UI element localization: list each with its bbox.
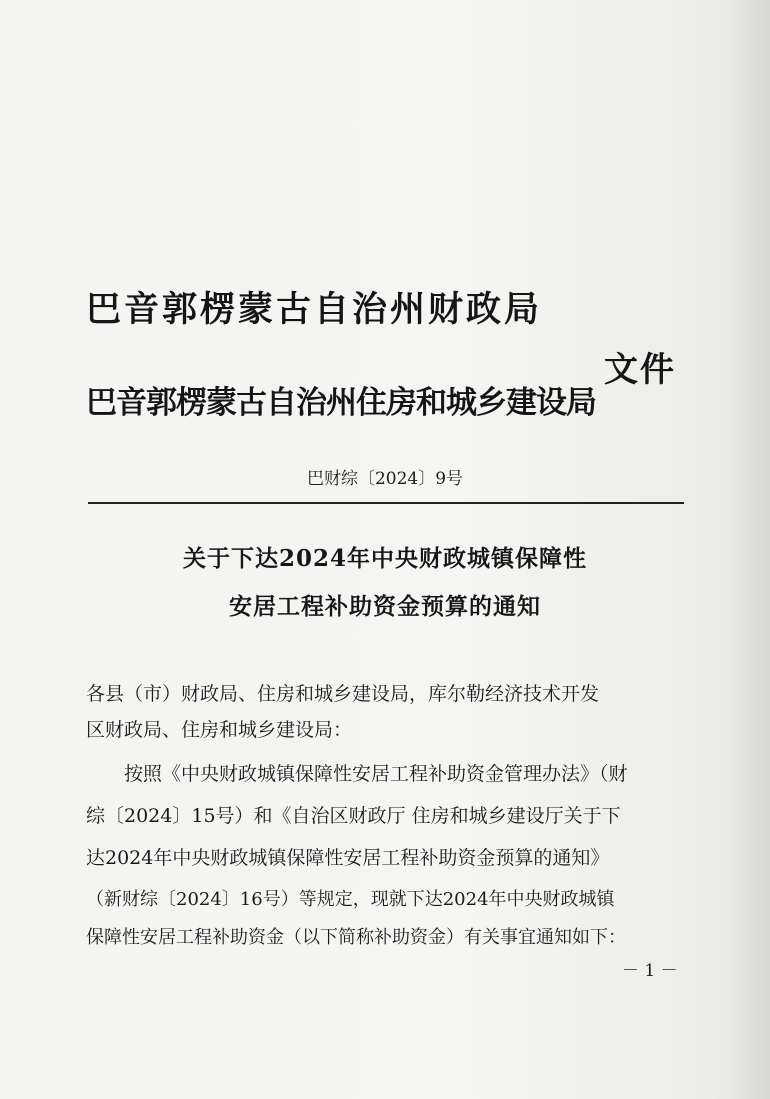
- body-paragraph-line-5: 保障性安居工程补助资金（以下简称补助资金）有关事宜通知如下：: [86, 927, 626, 948]
- issuer-housing-bureau: 巴音郭楞蒙古自治州住房和城乡建设局: [86, 385, 596, 421]
- notice-title-line-2: 安居工程补助资金预算的通知: [229, 593, 541, 620]
- document-number: 巴财综〔2024〕9号: [306, 469, 464, 489]
- body-paragraph-line-2: 综〔2024〕15号）和《自治区财政厅 住房和城乡建设厅关于下: [86, 805, 621, 827]
- addressee-line-1: 各县（市）财政局、住房和城乡建设局，库尔勒经济技术开发: [86, 683, 600, 705]
- document-type-label: 文件: [604, 350, 676, 390]
- page-number: － 1 －: [622, 961, 678, 981]
- addressee-line-2: 区财政局、住房和城乡建设局：: [86, 719, 353, 741]
- header-divider: [88, 502, 684, 504]
- body-paragraph-line-3: 达2024年中央财政城镇保障性安居工程补助资金预算的通知》: [86, 847, 610, 869]
- body-paragraph-line-4: （新财综〔2024〕16号）等规定，现就下达2024年中央财政城镇: [86, 889, 615, 910]
- issuer-finance-bureau: 巴音郭楞蒙古自治州财政局: [86, 290, 543, 330]
- notice-title-line-1: 关于下达2024年中央财政城镇保障性: [182, 545, 587, 572]
- body-paragraph-line-1: 按照《中央财政城镇保障性安居工程补助资金管理办法》（财: [124, 763, 628, 785]
